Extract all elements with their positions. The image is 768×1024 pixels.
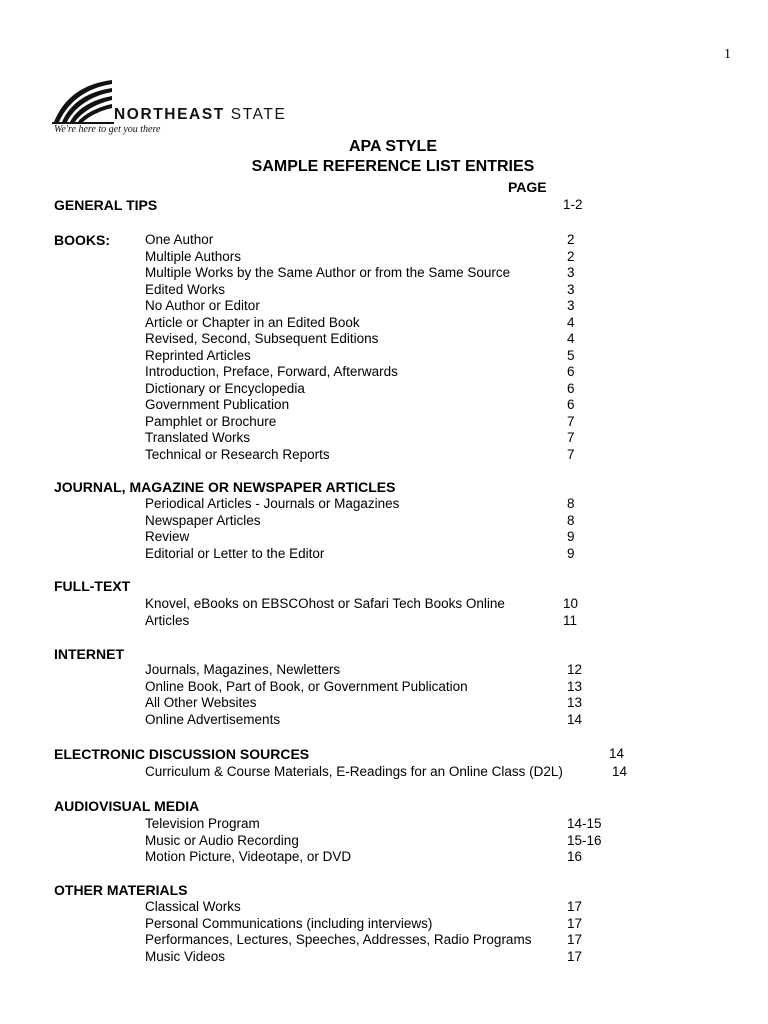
list-item-page: 13 — [567, 695, 583, 710]
section-general-tips: GENERAL TIPS — [54, 197, 158, 213]
list-item-page: 6 — [567, 397, 575, 412]
list-item-page: 17 — [567, 915, 583, 931]
list-item: Edited Works — [145, 281, 226, 297]
list-item-page: 7 — [567, 413, 575, 429]
list-item: No Author or Editor — [145, 298, 260, 313]
list-item: Television Program — [145, 816, 260, 831]
list-item: Newspaper Articles — [145, 512, 261, 528]
list-item-page: 17 — [567, 948, 583, 964]
section-audiovisual: AUDIOVISUAL MEDIA — [54, 798, 200, 814]
electronic-page: 14 — [609, 746, 625, 761]
list-item: Reprinted Articles — [145, 347, 251, 363]
list-item-page: 9 — [567, 545, 575, 561]
list-item: One Author — [145, 232, 214, 247]
list-item-page: 7 — [567, 446, 575, 462]
list-item: Pamphlet or Brochure — [145, 413, 277, 429]
list-item: Introduction, Preface, Forward, Afterwards — [145, 364, 398, 379]
list-item: Dictionary or Encyclopedia — [145, 380, 305, 396]
list-item-page: 4 — [567, 314, 575, 330]
list-item-page: 9 — [567, 529, 575, 544]
list-item: Multiple Works by the Same Author or from the Same Source — [145, 265, 511, 280]
list-item-page: 13 — [567, 678, 583, 694]
section-other: OTHER MATERIALS — [54, 882, 188, 898]
list-item: Online Book, Part of Book, or Government Publication — [145, 678, 468, 694]
list-item-page: 2 — [567, 248, 575, 264]
list-item-page: 17 — [567, 899, 583, 914]
list-item: Editorial or Letter to the Editor — [145, 545, 325, 561]
list-item: Personal Communications (including interviews) — [145, 915, 433, 931]
logo-tagline: We're here to get you there — [54, 124, 161, 135]
list-item: Music or Audio Recording — [145, 832, 299, 848]
list-item: Online Advertisements — [145, 711, 281, 727]
list-item-page: 6 — [567, 364, 575, 379]
list-item: Revised, Second, Subsequent Editions — [145, 331, 379, 346]
list-item-page: 4 — [567, 331, 575, 346]
logo-name-regular: STATE — [224, 106, 287, 123]
list-item-page: 16 — [567, 849, 583, 864]
list-item-page: 10 — [563, 596, 579, 611]
list-item-page: 14 — [567, 711, 583, 727]
list-item: Periodical Articles - Journals or Magazines — [145, 496, 400, 511]
list-item: Music Videos — [145, 948, 226, 964]
list-item: Journals, Magazines, Newletters — [145, 662, 341, 677]
list-item-page: 3 — [567, 265, 575, 280]
list-item: Article or Chapter in an Edited Book — [145, 314, 360, 330]
list-item: Motion Picture, Videotape, or DVD — [145, 849, 352, 864]
title-line-2: SAMPLE REFERENCE LIST ENTRIES — [251, 158, 535, 175]
page-column-header: PAGE — [508, 179, 547, 195]
list-item-page: 12 — [567, 662, 583, 677]
list-item-page: 3 — [567, 281, 575, 297]
list-item: Curriculum & Course Materials, E-Readings for an Online Class (D2L) — [145, 764, 563, 779]
list-item-page: 14-15 — [567, 816, 602, 831]
list-item: Technical or Research Reports — [145, 446, 330, 462]
list-item-page: 8 — [567, 496, 575, 511]
list-item: Review — [145, 529, 190, 544]
section-journal: JOURNAL, MAGAZINE OR NEWSPAPER ARTICLES — [54, 479, 396, 495]
section-electronic: ELECTRONIC DISCUSSION SOURCES — [54, 746, 310, 762]
section-fulltext: FULL-TEXT — [54, 578, 131, 594]
page-number: 1 — [724, 47, 731, 62]
list-item-page: 2 — [567, 232, 575, 247]
list-item-page: 17 — [567, 932, 583, 947]
section-internet: INTERNET — [54, 646, 124, 662]
section-books: BOOKS: — [54, 232, 110, 248]
general-tips-page: 1-2 — [563, 197, 583, 212]
list-item-page: 8 — [567, 512, 575, 528]
northeast-state-logo — [52, 78, 302, 140]
list-item-page: 11 — [563, 612, 578, 628]
list-item-page: 3 — [567, 298, 575, 313]
list-item: All Other Websites — [145, 695, 257, 710]
list-item: Government Publication — [145, 397, 290, 412]
logo-name-bold: NORTHEAST — [114, 106, 225, 123]
list-item: Multiple Authors — [145, 248, 242, 264]
swoosh-logo-icon — [52, 78, 114, 124]
list-item: Knovel, eBooks on EBSCOhost or Safari Tech Books Online — [145, 596, 505, 611]
list-item: Performances, Lectures, Speeches, Addresses, Radio Programs — [145, 932, 532, 947]
title-line-1: APA STYLE — [348, 138, 437, 155]
list-item-page: 5 — [567, 347, 575, 363]
list-item-page: 7 — [567, 430, 575, 445]
list-item: Classical Works — [145, 899, 241, 914]
list-item-page: 6 — [567, 380, 575, 396]
list-item-page: 14 — [612, 764, 628, 779]
list-item-page: 15-16 — [567, 832, 602, 848]
list-item: Translated Works — [145, 430, 251, 445]
list-item: Articles — [145, 612, 190, 628]
